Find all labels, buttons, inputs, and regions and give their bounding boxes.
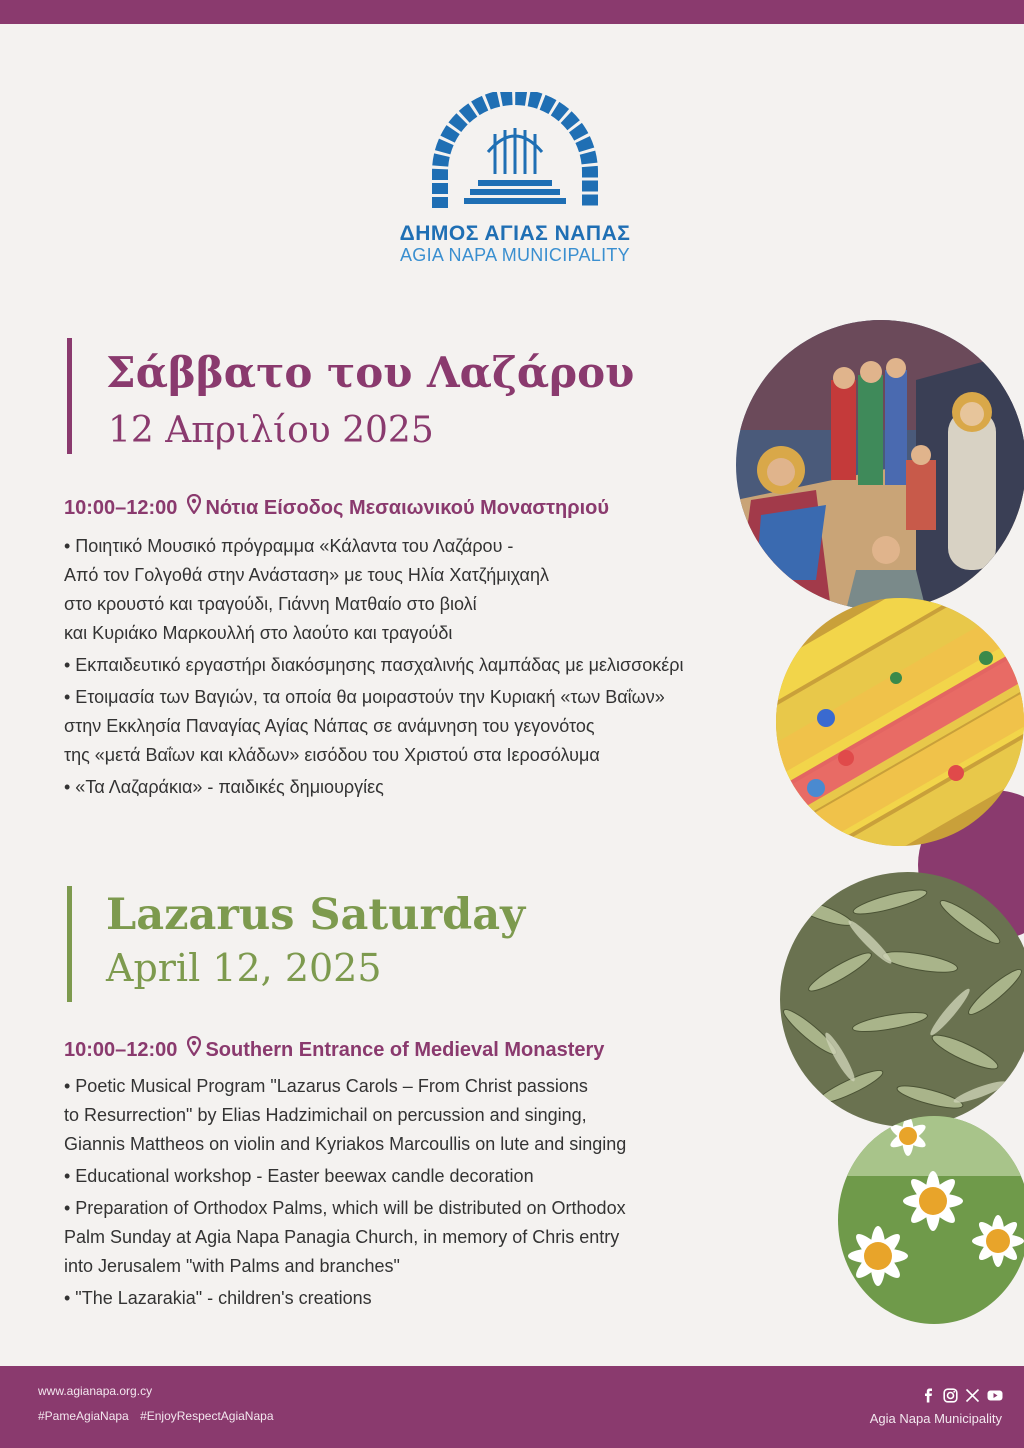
municipality-logo bbox=[380, 92, 650, 282]
hashtags bbox=[38, 1409, 282, 1423]
greek-title: Σάββατο του Λαζάρου bbox=[106, 348, 635, 397]
list-item: • «Τα Λαζαράκια» - παιδικές δημιουργίες bbox=[64, 777, 384, 797]
english-time: 10:00–12:00 bbox=[64, 1039, 178, 1061]
list-item: στην Εκκλησία Παναγίας Αγίας Νάπας σε ανάμνηση του γεγονότος bbox=[64, 716, 595, 736]
english-items bbox=[64, 1072, 626, 1316]
list-item: Giannis Mattheos on violin and Kyriakos Marcoullis on lute and singing bbox=[64, 1134, 627, 1154]
location-pin-icon bbox=[187, 1036, 201, 1062]
logo-greek-name: ΔΗΜΟΣ ΑΓΙΑΣ ΝΑΠΑΣ bbox=[399, 222, 631, 245]
candles-image bbox=[776, 598, 1024, 846]
icon-painting-image bbox=[736, 320, 1024, 610]
footer bbox=[0, 1366, 1024, 1448]
list-item: στο κρουστό και τραγούδι, Γιάννη Ματθαίο στο βιολί bbox=[64, 594, 477, 614]
x-icon[interactable] bbox=[965, 1388, 980, 1403]
list-item: • "The Lazarakia" - children's creations bbox=[64, 1288, 372, 1308]
hashtag: #PameAgiaNapa bbox=[38, 1409, 129, 1423]
top-bar bbox=[0, 0, 1024, 24]
list-item: Από τον Γολγοθά στην Ανάσταση» με τους Ηλία Χατζήμιχαηλ bbox=[64, 565, 549, 585]
list-item: • Poetic Musical Program "Lazarus Carols – From Christ passions bbox=[64, 1076, 588, 1096]
hashtag: #EnjoyRespectAgiaNapa bbox=[140, 1409, 274, 1423]
greek-schedule bbox=[64, 494, 609, 520]
english-date: April 12, 2025 bbox=[106, 946, 382, 990]
website-link[interactable]: www.agianapa.org.cy bbox=[38, 1384, 153, 1398]
list-item: της «μετά Βαΐων και κλάδων» εισόδου του Χριστού στα Ιεροσόλυμα bbox=[64, 745, 600, 765]
youtube-icon[interactable] bbox=[987, 1388, 1002, 1403]
english-title: Lazarus Saturday bbox=[106, 890, 526, 940]
list-item: • Educational workshop - Easter beewax candle decoration bbox=[64, 1166, 534, 1186]
location-pin-icon bbox=[187, 494, 201, 520]
instagram-icon[interactable] bbox=[943, 1388, 958, 1403]
greek-items bbox=[64, 532, 684, 805]
arch-logo-icon bbox=[420, 92, 610, 212]
greek-date: 12 Απριλίου 2025 bbox=[108, 410, 434, 451]
greek-section-bar bbox=[67, 338, 72, 454]
facebook-icon[interactable] bbox=[921, 1388, 936, 1403]
english-section-bar bbox=[67, 886, 72, 1002]
greek-time: 10:00–12:00 bbox=[64, 497, 178, 519]
list-item: • Ετοιμασία των Βαγιών, τα οποία θα μοιραστούν την Κυριακή «των Βαΐων» bbox=[64, 687, 665, 707]
olive-branches-image bbox=[780, 872, 1024, 1127]
list-item: Palm Sunday at Agia Napa Panagia Church, in memory of Chris entry bbox=[64, 1227, 620, 1247]
list-item: και Κυριάκο Μαρκουλλή στο λαούτο και τραγούδι bbox=[64, 623, 453, 643]
list-item: into Jerusalem "with Palms and branches" bbox=[64, 1256, 400, 1276]
social-links bbox=[921, 1388, 1002, 1403]
footer-org-name: Agia Napa Municipality bbox=[869, 1411, 1002, 1426]
list-item: • Εκπαιδευτικό εργαστήρι διακόσμησης πασχαλινής λαμπάδας με μελισσοκέρι bbox=[64, 655, 684, 675]
english-schedule bbox=[64, 1036, 604, 1062]
list-item: • Ποιητικό Μουσικό πρόγραμμα «Κάλαντα του Λαζάρου - bbox=[64, 536, 514, 556]
daisies-image bbox=[838, 1116, 1024, 1324]
logo-english-name: AGIA NAPA MUNICIPALITY bbox=[400, 245, 630, 265]
english-location: Southern Entrance of Medieval Monastery bbox=[205, 1039, 605, 1061]
greek-location: Νότια Είσοδος Μεσαιωνικού Μοναστηριού bbox=[205, 497, 610, 519]
list-item: • Preparation of Orthodox Palms, which will be distributed on Orthodox bbox=[64, 1198, 626, 1218]
list-item: to Resurrection" by Elias Hadzimichail on percussion and singing, bbox=[64, 1105, 587, 1125]
